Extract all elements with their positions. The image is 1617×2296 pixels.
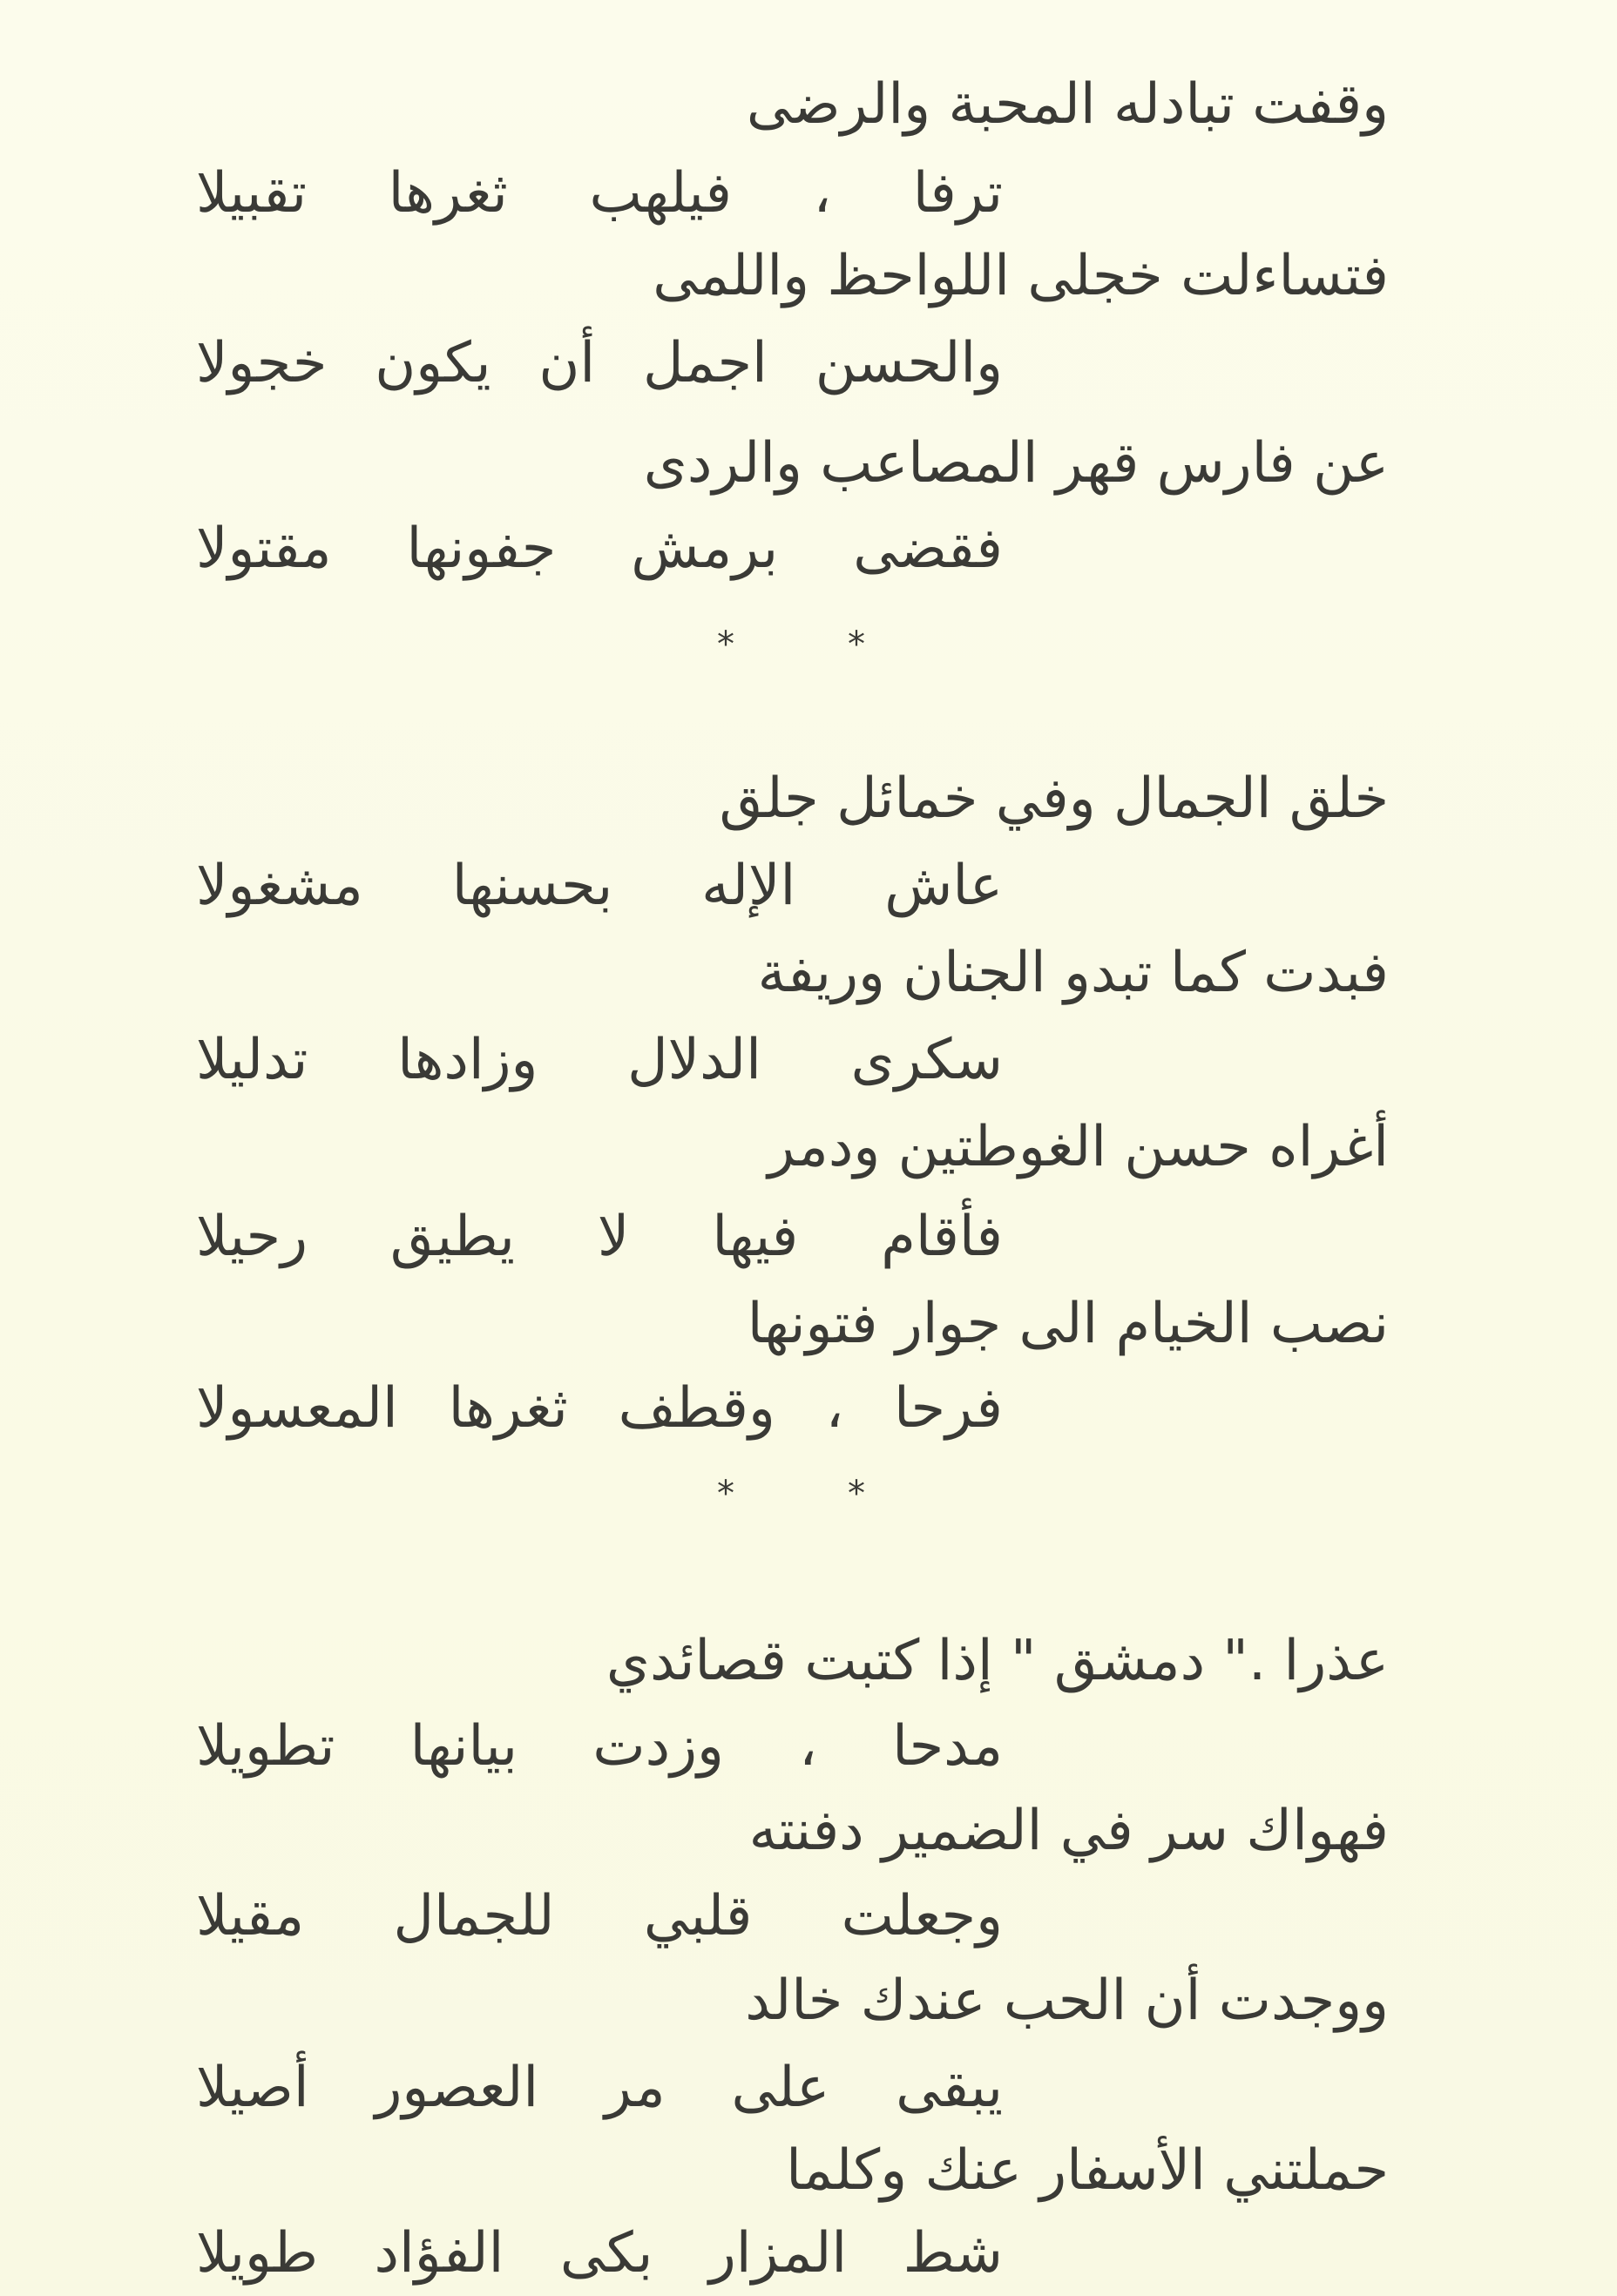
verse-line-second-hemistich: ترفا ، فيلهب ثغرها تقبيلا xyxy=(196,161,1003,226)
verse-line-second-hemistich: وجعلت قلبي للجمال مقيلا xyxy=(196,1884,1003,1948)
verse-line-second-hemistich: فأقام فيها لا يطيق رحيلا xyxy=(196,1205,1003,1269)
verse-line-first-hemistich: حملتني الأسفار عنك وكلما xyxy=(786,2138,1389,2203)
verse-line-second-hemistich: سكرى الدلال وزادها تدليلا xyxy=(196,1028,1003,1092)
verse-line-first-hemistich: خلق الجمال وفي خمائل جلق xyxy=(719,766,1389,831)
verse-line-second-hemistich: شط المزار بكى الفؤاد طويلا xyxy=(196,2221,1003,2286)
verse-line-first-hemistich: ووجدت أن الحب عندك خالد xyxy=(745,1968,1389,2033)
verse-line-second-hemistich: عاش الإله بحسنها مشغولا xyxy=(196,854,1003,918)
verse-line-first-hemistich: فبدت كما تبدو الجنان وريفة xyxy=(757,941,1389,1005)
verse-line-first-hemistich: عن فارس قهر المصاعب والردى xyxy=(643,431,1389,496)
stanza-separator xyxy=(0,1474,1617,1514)
separator-asterisk: * xyxy=(717,1474,734,1514)
verse-line-second-hemistich: يبقى على مر العصور أصيلا xyxy=(196,2056,1003,2120)
separator-asterisk: * xyxy=(848,1474,865,1514)
separator-asterisk: * xyxy=(848,625,865,665)
verse-line-second-hemistich: فقضى برمش جفونها مقتولا xyxy=(196,517,1003,581)
verse-line-first-hemistich: وقفت تبادله المحبة والرضى xyxy=(746,72,1389,137)
verse-line-second-hemistich: والحسن اجمل أن يكون خجولا xyxy=(196,331,1003,395)
verse-line-first-hemistich: نصب الخيام الى جوار فتونها xyxy=(747,1292,1389,1356)
verse-line-first-hemistich: أغراه حسن الغوطتين ودمر xyxy=(768,1115,1389,1179)
verse-line-second-hemistich: مدحا ، وزدت بيانها تطويلا xyxy=(196,1714,1003,1779)
verse-line-first-hemistich: فتساءلت خجلى اللواحظ واللمى xyxy=(653,244,1389,308)
stanza-separator xyxy=(0,625,1617,665)
separator-asterisk: * xyxy=(717,625,734,665)
verse-line-second-hemistich: فرحا ، وقطف ثغرها المعسولا xyxy=(196,1376,1003,1441)
verse-line-first-hemistich: عذرا ." دمشق " إذا كتبت قصائدي xyxy=(606,1629,1389,1693)
verse-line-first-hemistich: فهواك سر في الضمير دفنته xyxy=(748,1799,1389,1863)
